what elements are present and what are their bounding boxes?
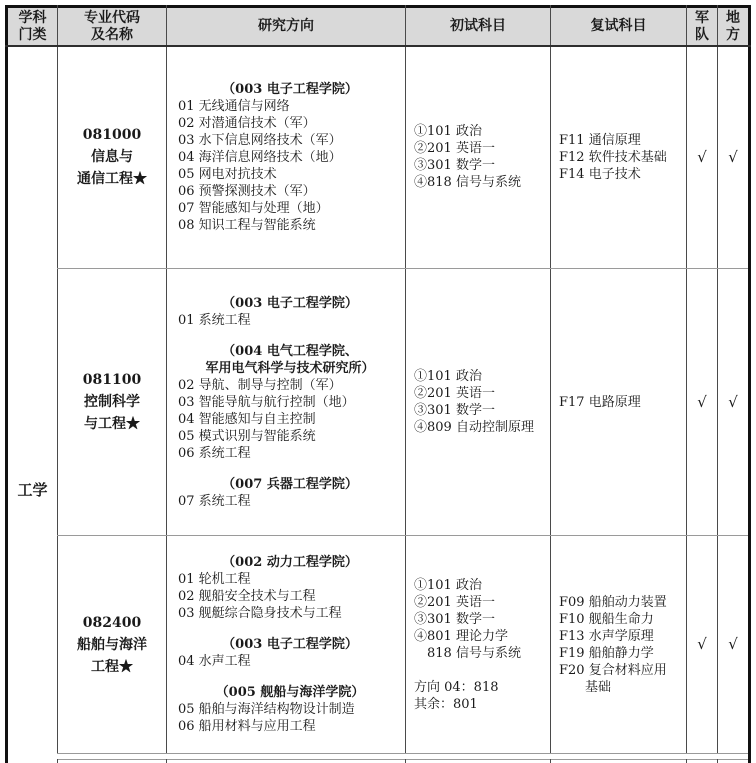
school-name: （007 兵器工程学院）	[222, 476, 358, 492]
direction-item: 06 系统工程	[178, 445, 251, 461]
exam-subject-line: ②201 英语一	[414, 141, 495, 156]
exam-subject-line: F17 电路原理	[559, 394, 641, 410]
exam-subject-line: ③301 数学一	[414, 611, 495, 627]
column-divider-stub	[717, 759, 718, 763]
direction-item: 04 海洋信息网络技术（地）	[178, 149, 342, 165]
row-divider	[57, 268, 748, 269]
military-checkmark: √	[697, 635, 707, 653]
discipline-category-label: 工学	[17, 481, 48, 499]
header-research-direction	[167, 8, 405, 45]
exam-subject-line: ④818 信号与系统	[414, 175, 521, 190]
exam-subject-line: F19 船舶静力学	[559, 645, 654, 661]
major-code-line: 信息与	[91, 149, 133, 165]
header-subject-category	[8, 8, 57, 45]
column-divider-stub	[686, 759, 687, 763]
direction-item: 04 智能感知与自主控制	[178, 411, 316, 427]
column-divider	[686, 5, 687, 753]
exam-subject-line: ②201 英语一	[414, 386, 495, 401]
column-divider	[717, 5, 718, 753]
header-text-line: 军	[695, 9, 709, 26]
direction-item: 05 船舶与海洋结构物设计制造	[178, 702, 355, 717]
exam-subject-line: ③301 数学一	[414, 403, 495, 418]
exam-subject-line: F14 电子技术	[559, 166, 641, 182]
direction-item: 03 舰艇综合隐身技术与工程	[178, 606, 342, 621]
school-name: （003 电子工程学院）	[222, 81, 358, 97]
school-name: （003 电子工程学院）	[222, 637, 358, 652]
school-name: （003 电子工程学院）	[222, 295, 358, 311]
school-name: （002 动力工程学院）	[222, 555, 358, 570]
header-initial-exam	[406, 8, 550, 45]
direction-item: 04 水声工程	[178, 654, 251, 669]
direction-item: 02 对潜通信技术（军）	[178, 115, 316, 131]
header-text-line: 队	[695, 26, 709, 43]
exam-subject-line: F11 通信原理	[559, 132, 641, 148]
direction-item: 01 轮机工程	[178, 572, 251, 587]
initial-exam-cell	[406, 46, 560, 268]
major-code-line: 与工程★	[84, 416, 140, 432]
major-code-line: 船舶与海洋	[77, 636, 147, 653]
direction-item: 02 舰船安全技术与工程	[178, 589, 316, 604]
header-bottom-border	[5, 45, 751, 47]
direction-item: 05 模式识别与智能系统	[178, 428, 316, 444]
military-checkmark: √	[697, 147, 707, 166]
exam-subject-line: 818 信号与系统	[414, 645, 521, 661]
major-code-line: 控制科学	[84, 394, 140, 410]
header-text-line: 及名称	[91, 26, 133, 43]
exam-subject-line: 其余：801	[414, 696, 478, 712]
major-code-cell	[58, 269, 166, 535]
direction-item: 03 水下信息网络技术（军）	[178, 132, 342, 148]
retest-exam-cell	[551, 269, 696, 535]
local-checkmark: √	[728, 147, 738, 166]
exam-subject-line: 方向 04：818	[414, 679, 499, 695]
header-text-line: 研究方向	[258, 18, 314, 34]
table-border-left	[5, 5, 8, 763]
exam-subject-line: 基础	[559, 679, 612, 695]
exam-subject-line: F09 船舶动力装置	[559, 594, 667, 610]
column-divider-stub	[166, 759, 167, 763]
header-military	[687, 8, 717, 45]
school-name: 军用电气科学与技术研究所）	[205, 360, 375, 376]
direction-group	[171, 554, 409, 622]
column-divider	[166, 5, 167, 753]
direction-item: 08 知识工程与智能系统	[178, 217, 316, 233]
exam-subject-line: ④801 理论力学	[414, 628, 508, 644]
header-major-code	[58, 8, 166, 45]
header-text-line: 复试科目	[590, 18, 647, 34]
exam-subject-line: ①101 政治	[414, 369, 482, 384]
header-text-line: 学科	[18, 9, 47, 26]
direction-item: 01 无线通信与网络	[178, 98, 290, 114]
local-checkmark: √	[728, 635, 738, 653]
row-divider	[57, 535, 748, 536]
exam-subject-line: F10 舰船生命力	[559, 611, 654, 627]
exam-subject-line: F13 水声学原理	[559, 628, 654, 644]
header-text-line: 方	[726, 26, 740, 43]
exam-subject-line	[414, 662, 558, 679]
table-border-right	[748, 5, 751, 763]
header-retest-exam	[551, 8, 686, 45]
direction-item: 07 智能感知与处理（地）	[178, 200, 329, 216]
row-divider	[57, 753, 748, 754]
local-checkmark: √	[728, 392, 738, 411]
major-code-line: 081000	[82, 127, 142, 143]
initial-exam-cell	[406, 269, 560, 535]
major-code-line: 082400	[82, 614, 142, 631]
direction-group	[171, 81, 409, 234]
research-direction-cell	[167, 46, 413, 268]
header-text-line: 门类	[18, 26, 47, 43]
direction-group	[171, 295, 409, 329]
major-code-cell	[58, 536, 166, 753]
exam-subject-line: ③301 数学一	[414, 158, 495, 173]
exam-subject-line: ②201 英语一	[414, 594, 495, 610]
school-name: （004 电气工程学院、	[222, 343, 358, 359]
major-code-line: 工程★	[91, 658, 133, 675]
header-text-line: 初试科目	[450, 18, 506, 34]
header-local	[718, 8, 748, 45]
major-code-cell	[58, 46, 166, 268]
school-name: （005 舰船与海洋学院）	[215, 685, 365, 700]
research-direction-cell	[167, 536, 413, 753]
major-code-line: 通信工程★	[77, 171, 147, 187]
column-divider	[550, 5, 551, 753]
column-divider-stub	[405, 759, 406, 763]
column-divider	[405, 5, 406, 753]
major-code-line: 081100	[82, 372, 142, 388]
header-text-line: 地	[726, 9, 740, 26]
direction-group	[171, 343, 409, 462]
column-divider-stub	[57, 759, 58, 763]
retest-exam-cell	[551, 46, 696, 268]
direction-group	[171, 476, 409, 510]
direction-item: 05 网电对抗技术	[178, 166, 277, 182]
column-divider-stub	[550, 759, 551, 763]
direction-item: 06 预警探测技术（军）	[178, 183, 316, 199]
next-row-top-border	[57, 759, 748, 760]
exam-subject-line: ①101 政治	[414, 124, 482, 139]
exam-subject-line: ④809 自动控制原理	[414, 420, 534, 435]
research-direction-cell	[167, 269, 413, 535]
direction-item: 03 智能导航与航行控制（地）	[178, 394, 355, 410]
exam-subject-line: ①101 政治	[414, 577, 482, 593]
direction-group	[171, 684, 409, 735]
exam-subject-line: F20 复合材料应用	[559, 662, 667, 678]
initial-exam-cell	[406, 536, 560, 753]
direction-group	[171, 636, 409, 670]
column-divider	[57, 5, 58, 753]
direction-item: 06 船用材料与应用工程	[178, 719, 316, 734]
exam-subject-line: F12 软件技术基础	[559, 149, 667, 165]
direction-item: 07 系统工程	[178, 493, 251, 509]
direction-item: 02 导航、制导与控制（军）	[178, 377, 342, 393]
direction-item: 01 系统工程	[178, 312, 251, 328]
military-checkmark: √	[697, 392, 707, 411]
retest-exam-cell	[551, 536, 696, 753]
header-text-line: 专业代码	[84, 9, 140, 26]
